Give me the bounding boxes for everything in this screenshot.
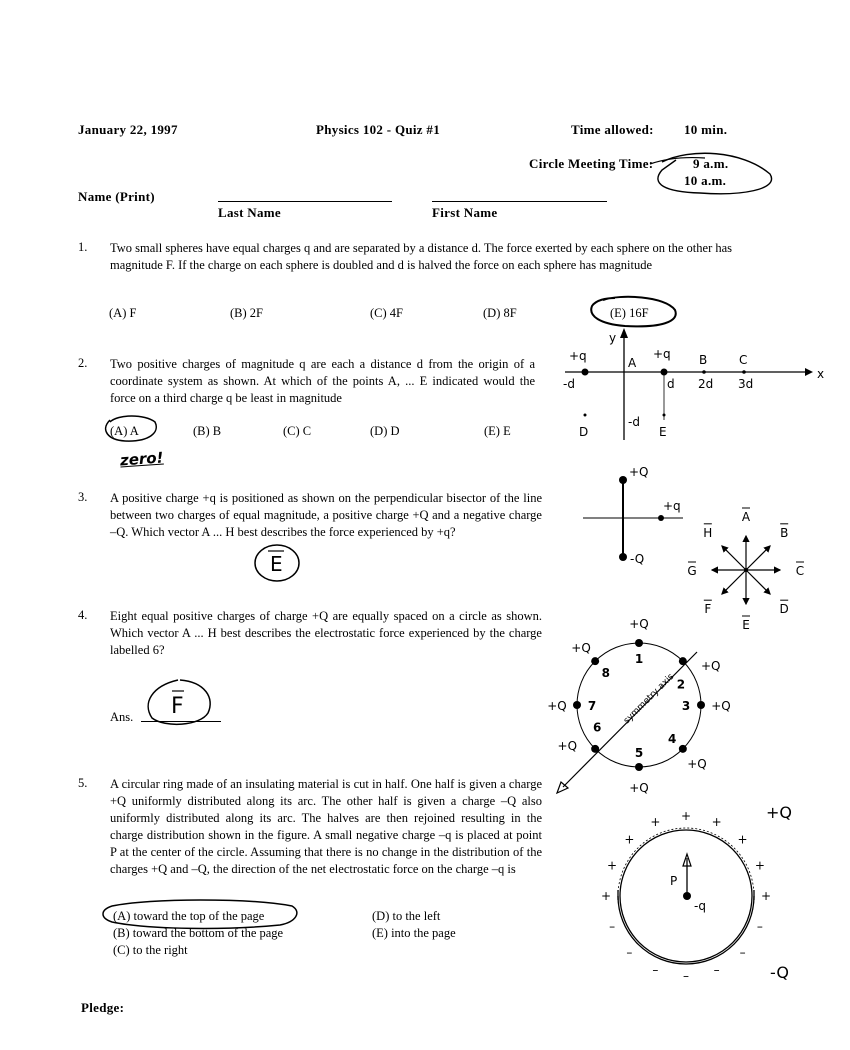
time-allowed-label: Time allowed: (571, 122, 654, 137)
label-minus-q-bottom: -Q (630, 552, 645, 566)
q4-answer-line[interactable] (141, 721, 221, 722)
q1-option-d[interactable]: (D) 8F (483, 306, 517, 320)
question-2-number: 2. (78, 356, 88, 370)
last-name-line[interactable] (218, 201, 392, 202)
tick-3d: 3d (738, 377, 754, 391)
charge-right-label: +q (653, 347, 671, 361)
vector-h-arrow (722, 546, 746, 570)
ring-plus-sign: + (754, 858, 765, 873)
minus-q-ring-label: -Q (770, 963, 789, 982)
y-axis-label: y (609, 331, 617, 345)
meeting-time-10am[interactable]: 10 a.m. (684, 173, 727, 188)
circle-charge-label-7: +Q (547, 699, 567, 713)
ring-minus-sign: – (756, 919, 763, 934)
circle-charge-label-1: +Q (629, 617, 649, 631)
question-3-number: 3. (78, 490, 88, 504)
question-3-text: A positive charge +q is positioned as shown on the perpendicular bisector of the line between two charges of equal magnitude, a positive charge +Q and a negative charge –Q. Which vector A ... H best describes the force experienced by +q? (110, 491, 542, 539)
point-e-label: E (659, 425, 667, 439)
q2-coordinate-figure (555, 320, 835, 460)
vector-d-label: D (779, 602, 789, 617)
q4-answer-label: Ans. (110, 710, 134, 724)
vector-h-label: H (703, 525, 713, 540)
vector-b-label: B (780, 525, 789, 540)
circle-charge-5 (635, 763, 643, 771)
q1-option-c[interactable]: (C) 4F (370, 306, 403, 320)
ring-minus-sign: – (626, 945, 633, 960)
point-d-label: D (579, 425, 589, 439)
tick-neg-d-y: -d (628, 415, 640, 429)
q5-option-e[interactable]: (E) into the page (372, 926, 456, 940)
time-allowed-value: 10 min. (684, 122, 728, 137)
question-4-text: Eight equal positive charges of charge +Q are equally spaced on a circle as shown. Which vector A ... H best describes the electrostatic force experienced by the charge labelled 6? (110, 609, 542, 657)
vector-e-label: E (742, 618, 750, 632)
circle-charge-3 (697, 701, 705, 709)
circle-charge-label-4: +Q (687, 756, 707, 771)
question-4-number: 4. (78, 608, 88, 622)
ring-plus-sign: + (737, 832, 748, 847)
circle-charge-4 (679, 745, 687, 753)
circle-charge-label-3: +Q (711, 699, 731, 713)
point-p-charge (683, 892, 691, 900)
meeting-time-9am: 9 a.m. (693, 156, 729, 171)
quiz-title: Physics 102 - Quiz #1 (316, 122, 441, 137)
circle-charge-number-8: 8 (601, 665, 610, 680)
y-axis-arrow-icon (620, 328, 628, 338)
x-axis-arrow-icon (805, 368, 813, 376)
q5-option-d[interactable]: (D) to the left (372, 909, 441, 923)
charge-left-label: +q (569, 349, 587, 363)
q2-option-a[interactable]: (A) A (110, 424, 139, 438)
label-test-charge: +q (663, 499, 681, 513)
charge-right (661, 369, 668, 376)
circle-charge-label-8: +Q (571, 641, 591, 656)
question-1-number: 1. (78, 240, 88, 254)
circle-charge-1 (635, 639, 643, 647)
first-name-line[interactable] (432, 201, 607, 202)
plus-q-ring-label: +Q (766, 803, 792, 822)
vector-a-label: A (741, 510, 751, 524)
point-c-label: C (739, 353, 748, 367)
quiz-date: January 22, 1997 (78, 122, 178, 137)
circle-meeting-label: Circle Meeting Time: (529, 156, 654, 171)
last-name-label: Last Name (218, 205, 281, 220)
circle-charge-number-5: 5 (634, 746, 644, 760)
symmetry-axis-annotation: symmetry axis (622, 671, 677, 727)
circle-charge-number-1: 1 (634, 652, 644, 666)
point-a-label: A (628, 356, 637, 370)
pledge-label: Pledge: (81, 1000, 125, 1015)
circle-charge-label-6: +Q (557, 738, 578, 753)
q1-option-e[interactable]: (E) 16F (610, 306, 649, 320)
q4-charge-circle-figure (535, 612, 765, 802)
q2-option-c[interactable]: (C) C (283, 424, 312, 438)
circle-charge-number-6: 6 (592, 720, 602, 735)
ring-minus-sign: – (739, 945, 746, 960)
q4-handwritten-answer: F (171, 694, 184, 719)
question-5-number: 5. (78, 776, 88, 790)
q1-option-b[interactable]: (B) 2F (230, 306, 263, 320)
q5-option-c[interactable]: (C) to the right (113, 943, 188, 957)
q2-option-d[interactable]: (D) D (370, 424, 400, 438)
q5-ring-figure (580, 800, 810, 990)
x-axis-label: x (817, 367, 825, 381)
q5-option-a[interactable]: (A) toward the top of the page (113, 909, 265, 923)
circle-charge-7 (573, 701, 581, 709)
vector-g-label: G (687, 564, 697, 578)
q2-handwritten-note: zero! (119, 448, 165, 470)
charge-left (582, 369, 589, 376)
ring-minus-sign: – (713, 962, 720, 977)
ring-plus-sign: + (680, 809, 692, 823)
tick-neg-d-x: -d (563, 377, 575, 391)
circle-charge-number-7: 7 (587, 699, 597, 713)
circle-charge-number-3: 3 (681, 699, 691, 713)
charge-minus-q-large (619, 553, 627, 561)
ring-plus-sign: + (600, 889, 612, 903)
vector-origin (744, 568, 748, 572)
charge-minus-q-small-label: -q (694, 899, 706, 913)
circle-charge-8 (591, 657, 599, 665)
point-c (742, 370, 746, 374)
q1-option-a[interactable]: (A) F (109, 306, 137, 320)
vector-f-arrow (722, 570, 746, 594)
ring-minus-sign: – (609, 919, 616, 934)
first-name-label: First Name (432, 205, 498, 220)
ring-plus-sign: + (760, 889, 772, 903)
point-b-label: B (699, 353, 708, 367)
q3-handwritten-answer: E (270, 552, 283, 576)
test-charge-plus-q (658, 515, 664, 521)
point-d (584, 414, 587, 417)
vector-c-label: C (795, 564, 805, 578)
circle-charge-label-5: +Q (629, 781, 649, 795)
question-5-text: A circular ring made of an insulating material is cut in half. One half is given a charge +Q uniformly distributed along its arc. The other half is given a charge –Q also uniformly distributed along its arc. The halves are then rejoined resulting in the charge distribution shown in the figure. A small negative charge –q is placed at point P at the center of the circle. Assuming that there is no change in the distribution of the charges +Q and –Q, the direction of the net electrostatic force on the charge –q is (110, 777, 542, 876)
circle-charge-label-2: +Q (700, 659, 721, 674)
point-p-label: P (670, 874, 678, 888)
tick-d: d (667, 377, 675, 391)
charge-plus-q-large (619, 476, 627, 484)
ring-plus-sign: + (624, 832, 635, 847)
vector-d-arrow (746, 570, 770, 594)
ring-plus-sign: + (607, 858, 618, 873)
question-2-text: Two positive charges of magnitude q are each a distance d from the origin of a coordinate system as shown. At which of the points A, ... E indicated would the force on a third charge q be least in magnitude (110, 357, 535, 405)
circle-charge-number-4: 4 (668, 732, 677, 747)
q2-option-e[interactable]: (E) E (484, 424, 511, 438)
vector-f-label: F (704, 602, 712, 617)
question-1-text: Two small spheres have equal charges q and are separated by a distance d. The force exerted by each sphere on the other has magnitude F. If the charge on each sphere is doubled and d is halved the force on each sphere has magnitude (110, 241, 733, 272)
q5-option-b[interactable]: (B) toward the bottom of the page (113, 926, 284, 940)
name-print-label: Name (Print) (78, 189, 155, 204)
label-plus-q-top: +Q (629, 465, 649, 479)
ring-plus-sign: + (711, 815, 722, 830)
ring-minus-sign: – (652, 962, 659, 977)
point-b (702, 370, 706, 374)
q2-option-b[interactable]: (B) B (193, 424, 222, 438)
point-e (663, 414, 666, 417)
ring-plus-sign: + (650, 815, 661, 830)
tick-2d: 2d (698, 377, 714, 391)
ring-minus-sign: – (683, 969, 689, 983)
circle-charge-number-2: 2 (676, 677, 686, 692)
vector-b-arrow (746, 546, 770, 570)
